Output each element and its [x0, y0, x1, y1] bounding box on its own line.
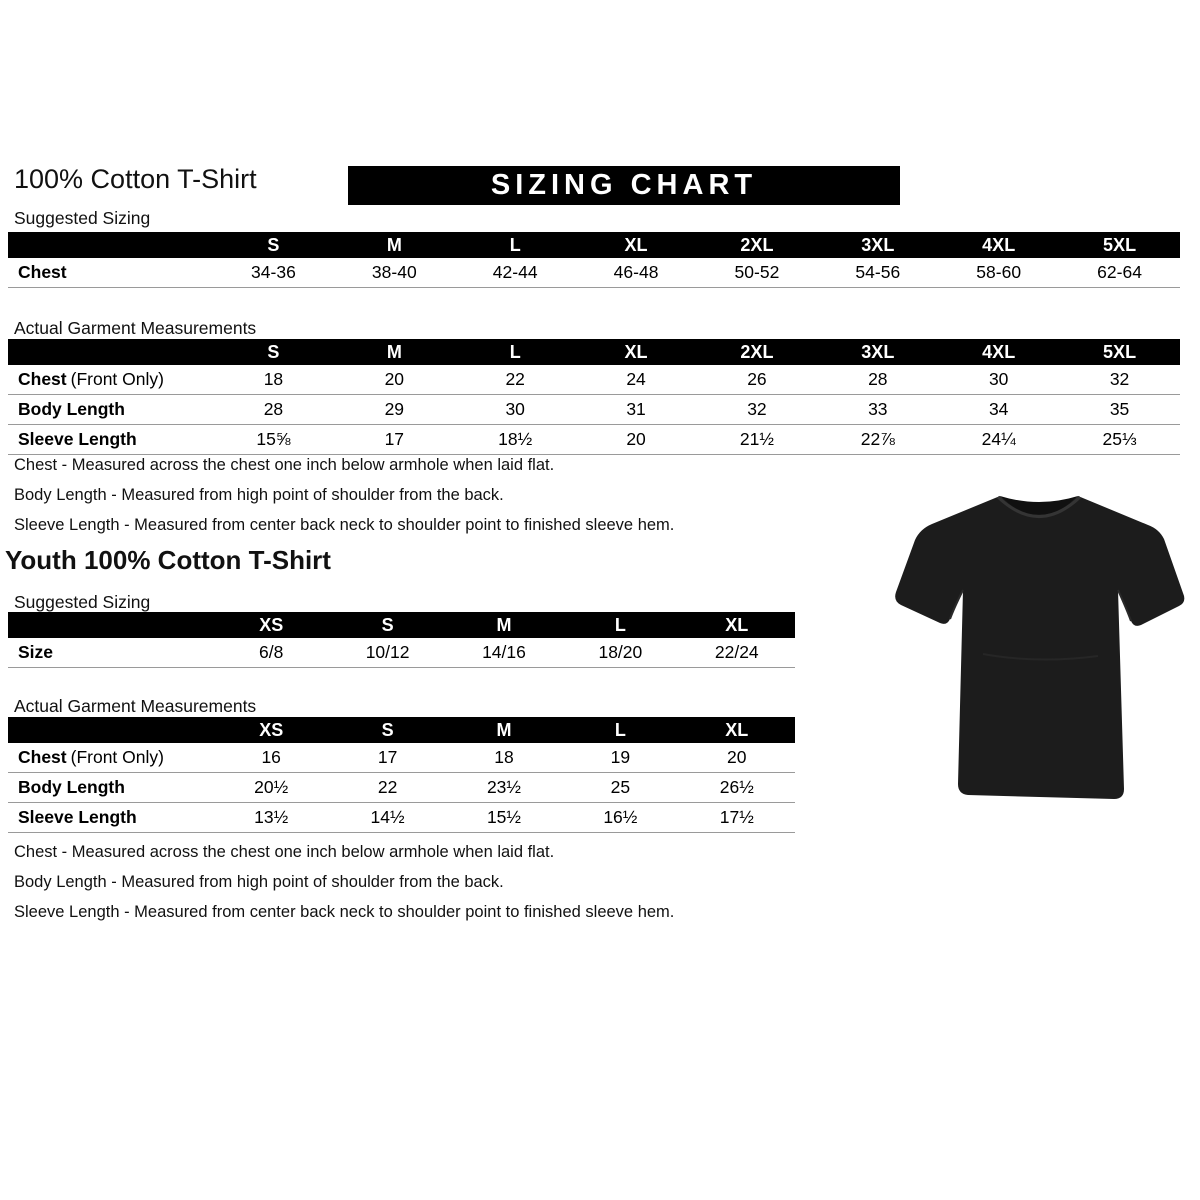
cell: 22⅞: [817, 425, 938, 455]
cell: 16½: [562, 803, 678, 833]
size-col-header: S: [213, 339, 334, 365]
cell: 30: [455, 395, 576, 425]
youth-suggested-heading: Suggested Sizing: [14, 592, 151, 612]
size-col-header: S: [213, 232, 334, 258]
adult-actual-heading: Actual Garment Measurements: [14, 318, 257, 338]
row-label: Sleeve Length: [8, 425, 213, 455]
cell: 18/20: [562, 638, 678, 668]
size-col-header: M: [334, 339, 455, 365]
youth-suggested-header-row: [8, 612, 795, 638]
cell: 24¼: [938, 425, 1059, 455]
size-col-header: L: [562, 612, 678, 638]
note-line: Body Length - Measured from high point of shoulder from the back.: [14, 873, 504, 891]
size-col-header: XS: [213, 612, 329, 638]
cell: 22: [455, 365, 576, 395]
note-line: Chest - Measured across the chest one inch below armhole when laid flat.: [14, 843, 555, 861]
size-col-header: XS: [213, 717, 329, 743]
size-col-header: 4XL: [938, 339, 1059, 365]
row-label-suffix: (Front Only): [70, 369, 164, 389]
sizing-chart-banner: [348, 166, 900, 205]
cell: 17: [329, 743, 445, 773]
row-label-main: Chest: [18, 747, 67, 767]
size-col-header: S: [329, 612, 445, 638]
size-col-header: XL: [679, 612, 795, 638]
youth-actual-header-row: [8, 717, 795, 743]
table-row: [8, 773, 795, 803]
size-col-header: M: [446, 612, 562, 638]
row-label: Body Length: [8, 395, 213, 425]
cell: 18: [213, 365, 334, 395]
row-label-main: Chest: [18, 369, 67, 389]
size-col-header: M: [446, 717, 562, 743]
row-label: Body Length: [8, 773, 213, 803]
cell: 24: [576, 365, 697, 395]
cell: 50-52: [697, 258, 818, 288]
size-col-header: XL: [679, 717, 795, 743]
size-col-header: 2XL: [697, 339, 818, 365]
header-spacer: [8, 717, 213, 743]
youth-suggested-table: [8, 612, 795, 668]
table-row: [8, 258, 1180, 288]
adult-suggested-header-row: [8, 232, 1180, 258]
header-spacer: [8, 612, 213, 638]
cell: 58-60: [938, 258, 1059, 288]
cell: 17: [334, 425, 455, 455]
row-label: Chest: [8, 258, 213, 288]
cell: 46-48: [576, 258, 697, 288]
header-spacer: [8, 232, 213, 258]
size-col-header: XL: [576, 232, 697, 258]
cell: 19: [562, 743, 678, 773]
cell: 62-64: [1059, 258, 1180, 288]
table-row: [8, 425, 1180, 455]
cell: 14½: [329, 803, 445, 833]
cell: 20: [576, 425, 697, 455]
cell: 20: [679, 743, 795, 773]
size-col-header: XL: [576, 339, 697, 365]
cell: 13½: [213, 803, 329, 833]
cell: 30: [938, 365, 1059, 395]
size-col-header: L: [455, 339, 576, 365]
row-label-suffix: (Front Only): [70, 747, 164, 767]
size-col-header: 5XL: [1059, 232, 1180, 258]
size-col-header: S: [329, 717, 445, 743]
cell: 20: [334, 365, 455, 395]
cell: 38-40: [334, 258, 455, 288]
cell: 21½: [697, 425, 818, 455]
cell: 26: [697, 365, 818, 395]
youth-actual-table: [8, 717, 795, 833]
tshirt-body: [895, 496, 1184, 799]
cell: 23½: [446, 773, 562, 803]
size-col-header: L: [455, 232, 576, 258]
row-label: Sleeve Length: [8, 803, 213, 833]
cell: 15⅝: [213, 425, 334, 455]
cell: 42-44: [455, 258, 576, 288]
sizing-chart-banner-text: SIZING CHART: [490, 169, 758, 201]
cell: 22/24: [679, 638, 795, 668]
youth-notes: [14, 843, 674, 933]
adult-actual-table: [8, 339, 1180, 455]
size-col-header: 3XL: [817, 339, 938, 365]
cell: 32: [697, 395, 818, 425]
cell: 15½: [446, 803, 562, 833]
adult-title: 100% Cotton T-Shirt: [14, 164, 257, 194]
size-col-header: 2XL: [697, 232, 818, 258]
note-line: Sleeve Length - Measured from center back neck to shoulder point to finished sleeve hem.: [14, 903, 675, 921]
cell: 28: [213, 395, 334, 425]
table-row: [8, 803, 795, 833]
cell: 54-56: [817, 258, 938, 288]
size-col-header: L: [562, 717, 678, 743]
size-col-header: 4XL: [938, 232, 1059, 258]
cell: 25⅓: [1059, 425, 1180, 455]
table-row: [8, 395, 1180, 425]
youth-actual-heading: Actual Garment Measurements: [14, 696, 257, 716]
cell: 16: [213, 743, 329, 773]
cell: 14/16: [446, 638, 562, 668]
row-label: [8, 743, 213, 773]
cell: 35: [1059, 395, 1180, 425]
adult-suggested-table: [8, 232, 1180, 288]
note-line: Chest - Measured across the chest one inch below armhole when laid flat.: [14, 456, 555, 474]
note-line: Sleeve Length - Measured from center back neck to shoulder point to finished sleeve hem.: [14, 516, 675, 534]
size-col-header: 5XL: [1059, 339, 1180, 365]
row-label: Size: [8, 638, 213, 668]
cell: 10/12: [329, 638, 445, 668]
cell: 18½: [455, 425, 576, 455]
cell: 6/8: [213, 638, 329, 668]
cell: 18: [446, 743, 562, 773]
adult-notes: [14, 456, 674, 546]
table-row: [8, 365, 1180, 395]
table-row: [8, 638, 795, 668]
size-col-header: 3XL: [817, 232, 938, 258]
cell: 22: [329, 773, 445, 803]
cell: 26½: [679, 773, 795, 803]
adult-actual-header-row: [8, 339, 1180, 365]
cell: 32: [1059, 365, 1180, 395]
cell: 34-36: [213, 258, 334, 288]
cell: 17½: [679, 803, 795, 833]
table-row: [8, 743, 795, 773]
cell: 29: [334, 395, 455, 425]
tshirt-image: [888, 474, 1188, 822]
youth-title: Youth 100% Cotton T-Shirt: [5, 545, 331, 575]
row-label: [8, 365, 213, 395]
note-line: Body Length - Measured from high point of shoulder from the back.: [14, 486, 504, 504]
header-spacer: [8, 339, 213, 365]
size-col-header: M: [334, 232, 455, 258]
cell: 25: [562, 773, 678, 803]
cell: 33: [817, 395, 938, 425]
cell: 34: [938, 395, 1059, 425]
adult-suggested-heading: Suggested Sizing: [14, 208, 151, 228]
cell: 28: [817, 365, 938, 395]
cell: 31: [576, 395, 697, 425]
cell: 20½: [213, 773, 329, 803]
